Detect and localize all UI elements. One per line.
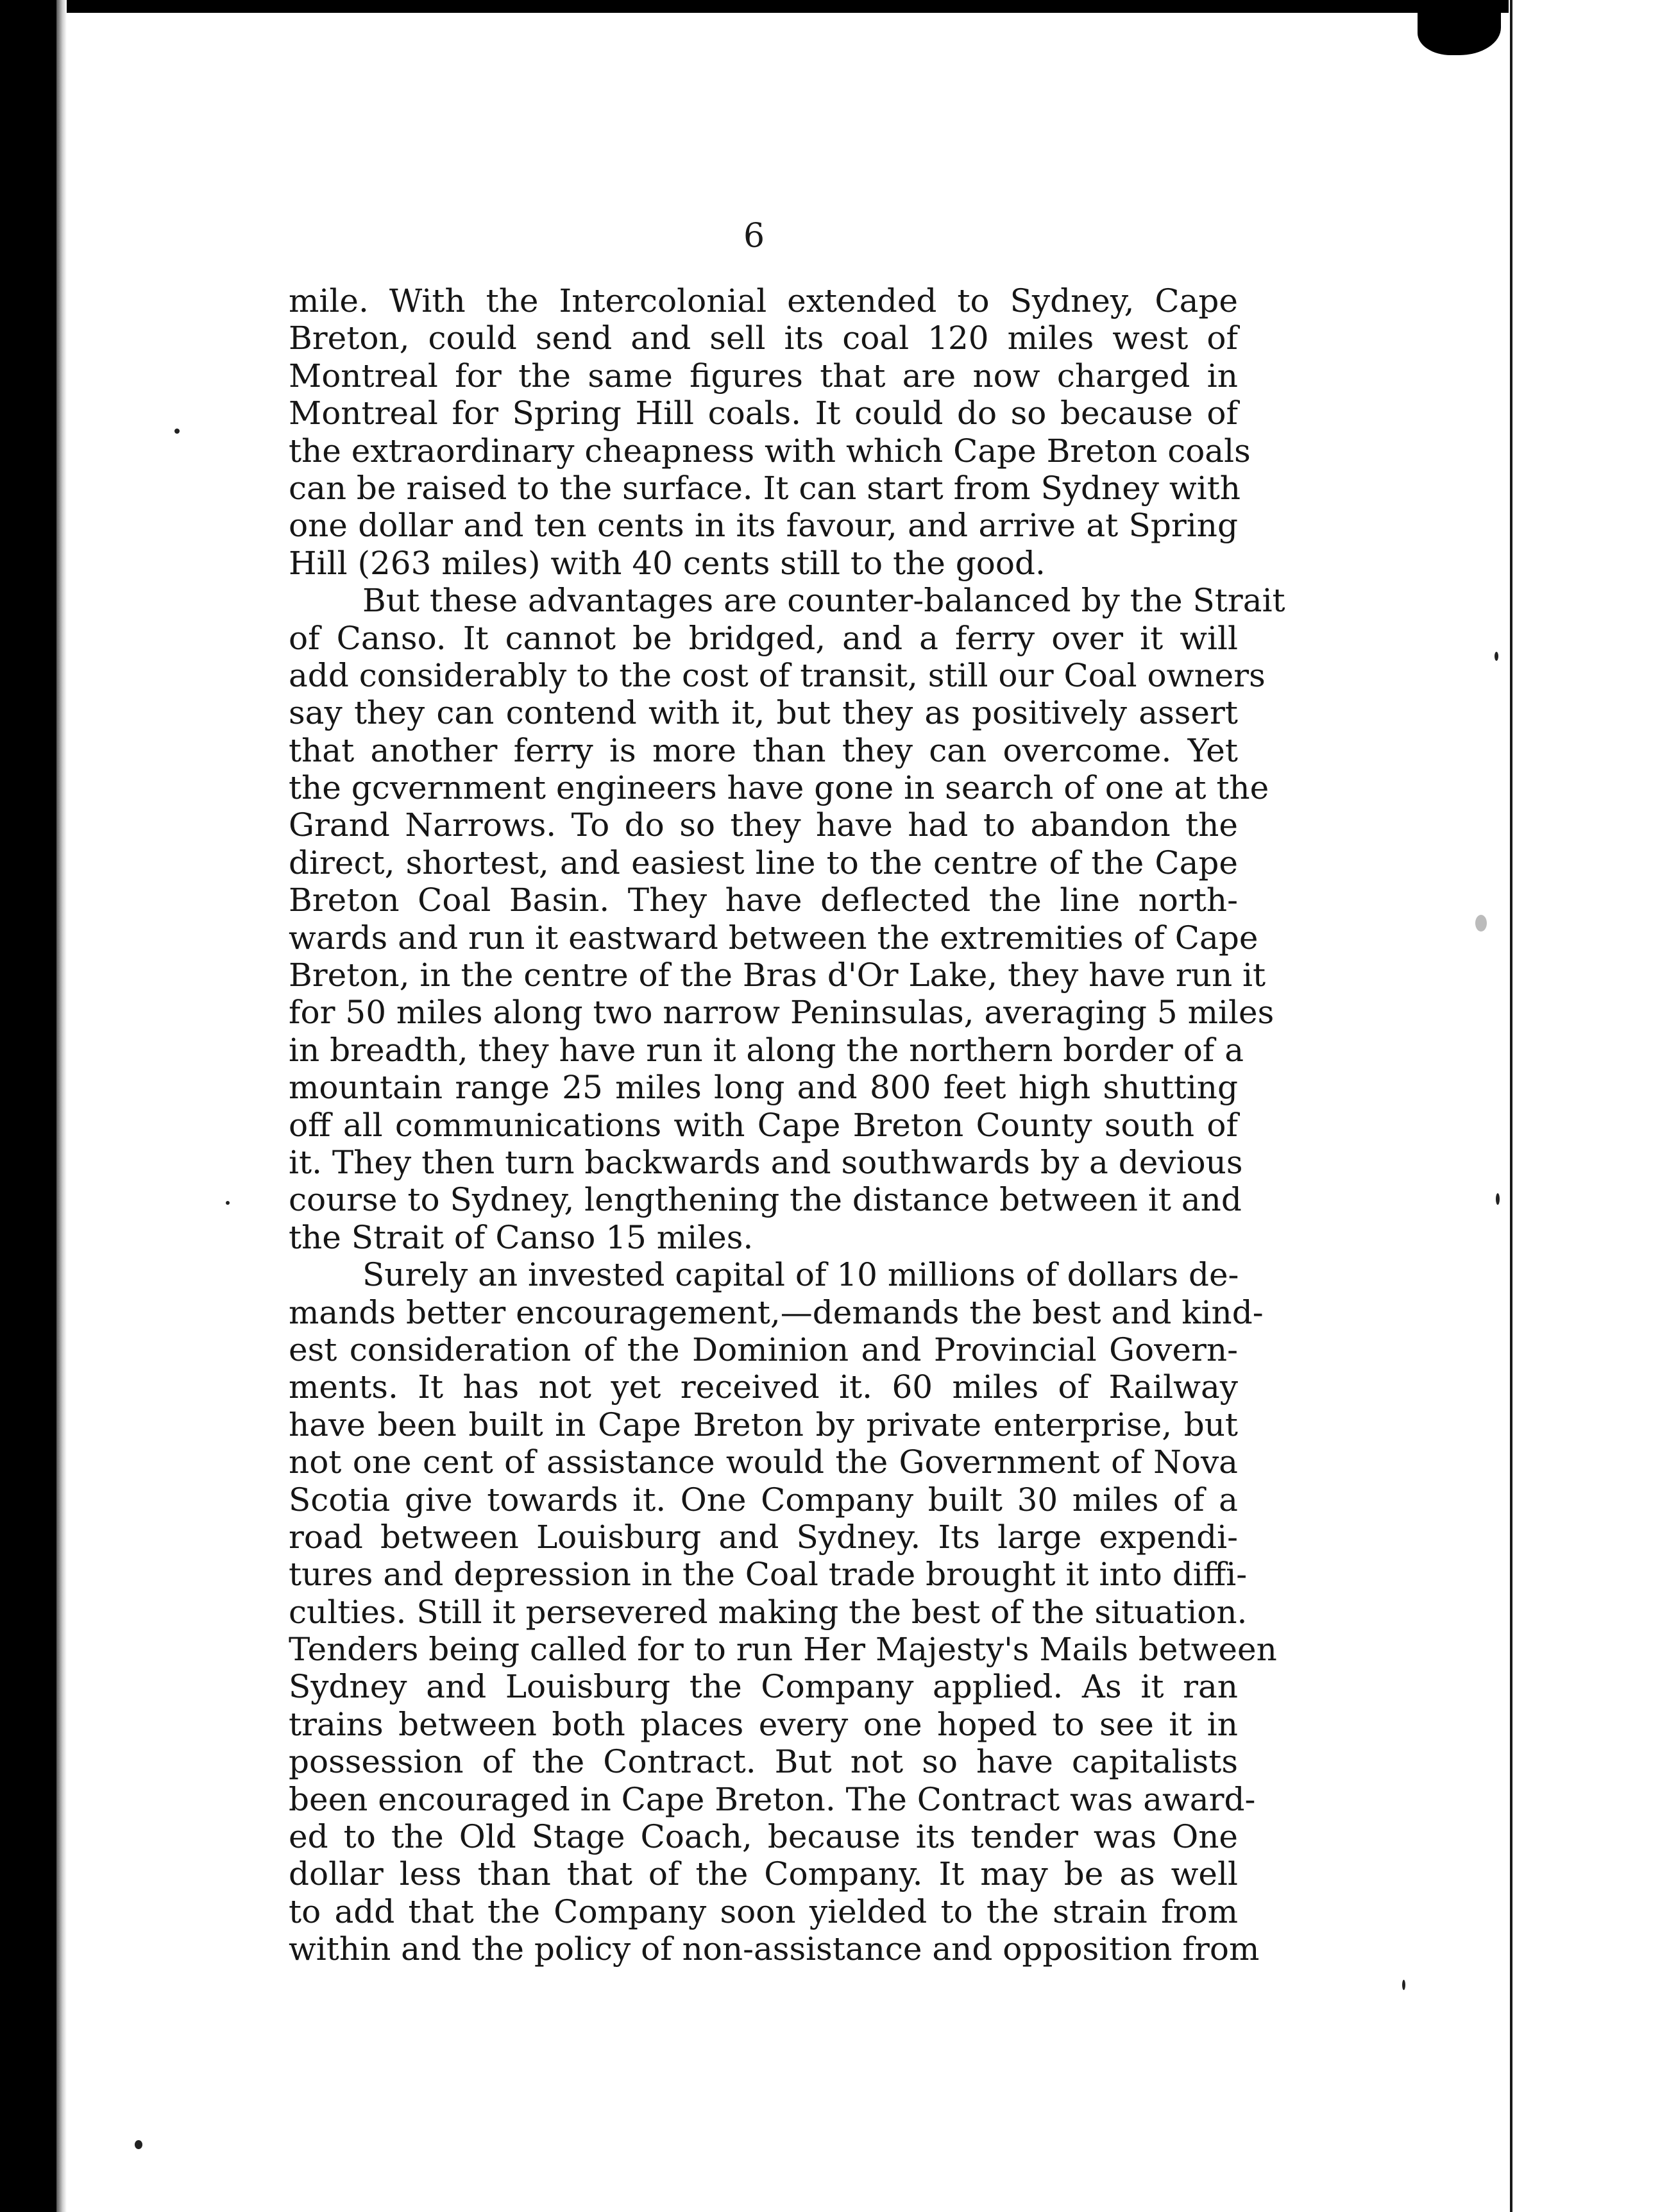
text-line: Scotia give towards it. One Company built 30 miles of a (289, 1481, 1238, 1519)
text-line: the gcvernment engineers have gone in search of one at the (289, 769, 1269, 807)
text-line: Grand Narrows. To do so they have had to abandon the (289, 806, 1238, 844)
text-line: trains between both places every one hoped to see it in (289, 1705, 1238, 1743)
text-line: Montreal for the same figures that are now charged in (289, 357, 1238, 395)
scan-speck (1495, 652, 1498, 661)
text-line: to add that the Company soon yielded to the strain from (289, 1893, 1238, 1930)
text-line: ed to the Old Stage Coach, because its tender was One (289, 1818, 1238, 1856)
text-line: mile. With the Intercolonial extended to Sydney, Cape (289, 282, 1238, 319)
text-line: for 50 miles along two narrow Peninsulas, averaging 5 miles (289, 994, 1275, 1032)
text-line: dollar less than that of the Company. It may be as well (289, 1855, 1238, 1893)
text-line: within and the policy of non-assistance and opposition from (289, 1930, 1260, 1968)
text-line: it. They then turn backwards and southwards by a devious (289, 1143, 1243, 1181)
scan-speck (135, 2140, 142, 2149)
text-line: road between Louisburg and Sydney. Its large expendi- (289, 1518, 1238, 1556)
text-line: Hill (263 miles) with 40 cents still to the good. (289, 544, 1046, 582)
ink-blot (1418, 0, 1501, 55)
text-line: Montreal for Spring Hill coals. It could do so because of (289, 395, 1238, 432)
text-line: that another ferry is more than they can overcome. Yet (289, 731, 1238, 769)
text-line: the extraordinary cheapness with which Cape Breton coals (289, 432, 1251, 470)
paragraph (289, 1256, 1277, 1968)
text-line: in breadth, they have run it along the northern border of a (289, 1031, 1244, 1069)
text-line: of Canso. It cannot be bridged, and a ferry over it will (289, 619, 1238, 657)
page-fold-line (1510, 0, 1512, 2212)
text-line: one dollar and ten cents in its favour, and arrive at Spring (289, 507, 1238, 545)
text-line: the Strait of Canso 15 miles. (289, 1218, 754, 1256)
scan-speck (1475, 915, 1487, 932)
text-line: been encouraged in Cape Breton. The Contract was award- (289, 1780, 1256, 1818)
scan-left-border (0, 0, 56, 2212)
text-line: ments. It has not yet received it. 60 miles of Railway (289, 1368, 1238, 1406)
text-line: Breton Coal Basin. They have deflected the line north- (289, 881, 1238, 919)
text-line: Surely an invested capital of 10 millions of dollars de- (362, 1256, 1239, 1294)
text-line: possession of the Contract. But not so have capitalists (289, 1743, 1238, 1781)
body-text (289, 282, 1285, 1968)
text-line: say they can contend with it, but they as positively assert (289, 694, 1238, 732)
text-line: direct, shortest, and easiest line to the centre of the Cape (289, 844, 1238, 881)
page-number: 6 (743, 217, 766, 255)
text-line: mands better encouragement,—demands the best and kind- (289, 1293, 1264, 1331)
scan-speck (1402, 1980, 1405, 1990)
scan-top-border (0, 0, 1660, 13)
text-line: mountain range 25 miles long and 800 feet high shutting (289, 1069, 1238, 1107)
text-line: est consideration of the Dominion and Provincial Govern- (289, 1331, 1238, 1368)
text-line: But these advantages are counter-balanced by the Strait (362, 582, 1285, 620)
paragraph (289, 582, 1285, 1256)
text-line: Sydney and Louisburg the Company applied. As it ran (289, 1668, 1238, 1706)
text-line: Breton, in the centre of the Bras d'Or Lake, they have run it (289, 957, 1266, 994)
scan-speck (174, 429, 180, 434)
right-margin (1509, 0, 1660, 2212)
text-line: culties. Still it persevered making the best of the situation. (289, 1593, 1248, 1631)
text-line: not one cent of assistance would the Government of Nova (289, 1443, 1238, 1481)
paragraph (289, 282, 1251, 582)
scan-speck (226, 1201, 230, 1205)
text-line: Tenders being called for to run Her Majesty's Mails between (289, 1631, 1277, 1669)
text-line: can be raised to the surface. It can start from Sydney with (289, 469, 1241, 507)
text-line: Breton, could send and sell its coal 120 miles west of (289, 319, 1238, 357)
text-line: off all communications with Cape Breton County south of (289, 1106, 1238, 1144)
text-line: have been built in Cape Breton by private enterprise, but (289, 1406, 1238, 1443)
text-line: add considerably to the cost of transit, still our Coal owners (289, 656, 1266, 694)
text-line: course to Sydney, lengthening the distance between it and (289, 1181, 1242, 1219)
scan-speck (1496, 1193, 1500, 1205)
text-line: tures and depression in the Coal trade brought it into diffi- (289, 1556, 1248, 1594)
text-line: wards and run it eastward between the extremities of Cape (289, 919, 1258, 957)
scan-left-shadow (56, 0, 67, 2212)
